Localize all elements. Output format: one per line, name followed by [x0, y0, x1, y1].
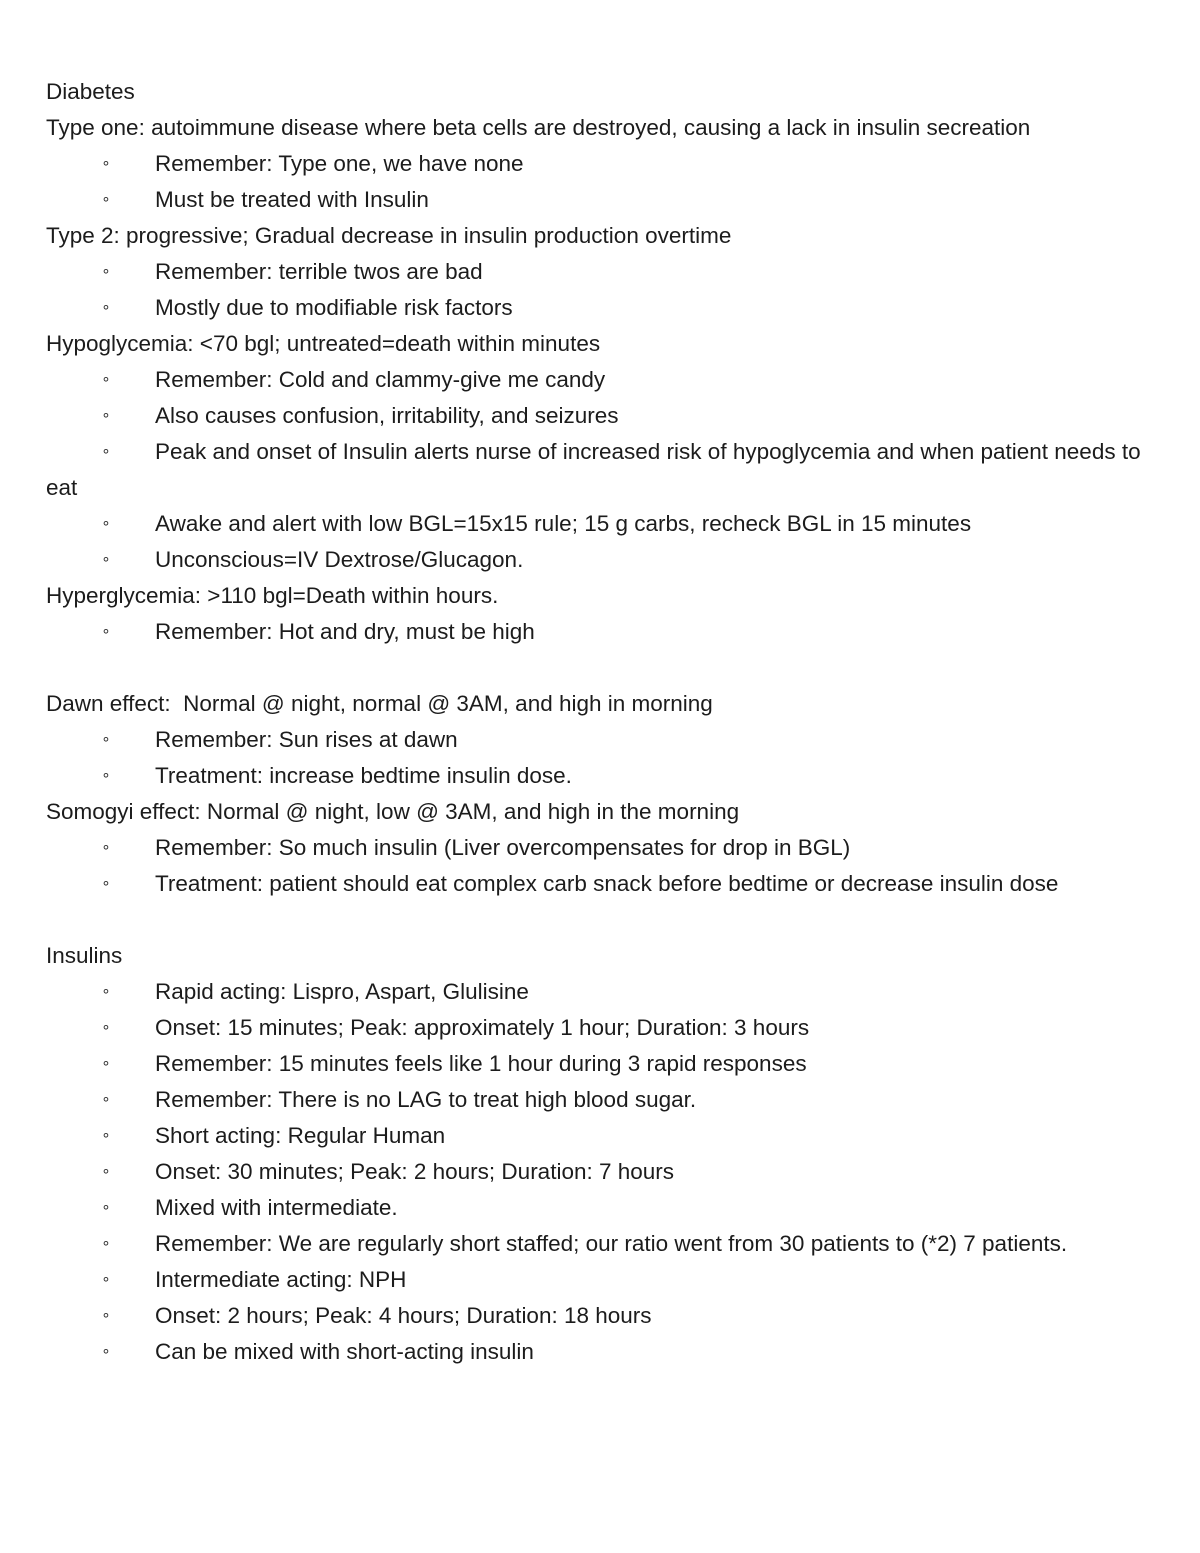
bullet-icon: ∘: [101, 1307, 111, 1324]
bullet-item: [46, 1334, 1166, 1370]
bullet-item: [46, 182, 1166, 218]
text-line: Type 2: progressive; Gradual decrease in insulin production overtime: [46, 223, 732, 248]
text-line: Type one: autoimmune disease where beta cells are destroyed, causing a lack in insulin secreation: [46, 115, 1031, 140]
bullet-item: [46, 398, 1166, 434]
bullet-item: [46, 830, 1166, 866]
blank-line: [46, 902, 1166, 938]
section-heading: Insulins: [46, 943, 123, 968]
bullet-icon: ∘: [101, 1019, 111, 1036]
bullet-icon: ∘: [101, 1055, 111, 1072]
bullet-icon: ∘: [101, 623, 111, 640]
bullet-item: [46, 974, 1166, 1010]
bullet-item: [46, 866, 1166, 902]
bullet-text: Can be mixed with short-acting insulin: [155, 1339, 534, 1364]
bullet-item: [46, 1298, 1166, 1334]
bullet-text: Onset: 2 hours; Peak: 4 hours; Duration: 18 hours: [155, 1303, 652, 1328]
text-line: Hyperglycemia: >110 bgl=Death within hours.: [46, 583, 499, 608]
bullet-text: Remember: 15 minutes feels like 1 hour during 3 rapid responses: [155, 1051, 807, 1076]
bullet-text: Peak and onset of Insulin alerts nurse of increased risk of hypoglycemia and when patient needs to eat: [46, 439, 1147, 500]
text-line: Somogyi effect: Normal @ night, low @ 3AM, and high in the morning: [46, 799, 740, 824]
bullet-icon: ∘: [101, 515, 111, 532]
bullet-text: Mostly due to modifiable risk factors: [155, 295, 513, 320]
bullet-text: Also causes confusion, irritability, and seizures: [155, 403, 619, 428]
bullet-item: [46, 362, 1166, 398]
bullet-text: Remember: terrible twos are bad: [155, 259, 483, 284]
bullet-text: Rapid acting: Lispro, Aspart, Glulisine: [155, 979, 529, 1004]
bullet-icon: ∘: [101, 1163, 111, 1180]
bullet-text: Remember: Sun rises at dawn: [155, 727, 458, 752]
bullet-text: Remember: Cold and clammy-give me candy: [155, 367, 606, 392]
bullet-item: [46, 1010, 1166, 1046]
bullet-text: Treatment: increase bedtime insulin dose.: [155, 763, 572, 788]
bullet-item: [46, 506, 1166, 542]
bullet-text: Remember: We are regularly short staffed; our ratio went from 30 patients to (*2) 7 patients.: [155, 1231, 1068, 1256]
bullet-item: [46, 1082, 1166, 1118]
bullet-item: [46, 722, 1166, 758]
blank-line: [46, 650, 1166, 686]
bullet-icon: ∘: [101, 443, 111, 460]
bullet-icon: ∘: [101, 263, 111, 280]
bullet-item: [46, 614, 1166, 650]
bullet-icon: ∘: [101, 407, 111, 424]
bullet-text: Remember: Hot and dry, must be high: [155, 619, 535, 644]
bullet-text: Remember: Type one, we have none: [155, 151, 524, 176]
bullet-icon: ∘: [101, 1343, 111, 1360]
bullet-icon: ∘: [101, 839, 111, 856]
bullet-item: [46, 290, 1166, 326]
bullet-text: Short acting: Regular Human: [155, 1123, 446, 1148]
bullet-icon: ∘: [101, 1199, 111, 1216]
bullet-text: Mixed with intermediate.: [155, 1195, 398, 1220]
bullet-item: [46, 434, 1166, 506]
bullet-item: [46, 1046, 1166, 1082]
bullet-text: Remember: There is no LAG to treat high blood sugar.: [155, 1087, 697, 1112]
bullet-item: [46, 1154, 1166, 1190]
bullet-icon: ∘: [101, 1271, 111, 1288]
bullet-text: Intermediate acting: NPH: [155, 1267, 407, 1292]
bullet-icon: ∘: [101, 551, 111, 568]
bullet-text: Remember: So much insulin (Liver overcompensates for drop in BGL): [155, 835, 851, 860]
bullet-item: [46, 1190, 1166, 1226]
bullet-text: Treatment: patient should eat complex carb snack before bedtime or decrease insulin dose: [155, 871, 1059, 896]
bullet-item: [46, 758, 1166, 794]
bullet-text: Awake and alert with low BGL=15x15 rule; 15 g carbs, recheck BGL in 15 minutes: [155, 511, 972, 536]
bullet-icon: ∘: [101, 983, 111, 1000]
bullet-icon: ∘: [101, 875, 111, 892]
bullet-icon: ∘: [101, 191, 111, 208]
bullet-icon: ∘: [101, 731, 111, 748]
bullet-item: [46, 254, 1166, 290]
bullet-item: [46, 542, 1166, 578]
bullet-icon: ∘: [101, 299, 111, 316]
bullet-item: [46, 1262, 1166, 1298]
bullet-icon: ∘: [101, 767, 111, 784]
bullet-text: Onset: 15 minutes; Peak: approximately 1 hour; Duration: 3 hours: [155, 1015, 810, 1040]
text-line: Dawn effect: Normal @ night, normal @ 3AM, and high in morning: [46, 691, 713, 716]
bullet-text: Must be treated with Insulin: [155, 187, 429, 212]
bullet-text: Unconscious=IV Dextrose/Glucagon.: [155, 547, 524, 572]
bullet-icon: ∘: [101, 1091, 111, 1108]
bullet-icon: ∘: [101, 155, 111, 172]
bullet-item: [46, 146, 1166, 182]
document-body: [46, 74, 1166, 1370]
bullet-icon: ∘: [101, 1235, 111, 1252]
text-line: Hypoglycemia: <70 bgl; untreated=death within minutes: [46, 331, 601, 356]
bullet-text: Onset: 30 minutes; Peak: 2 hours; Duration: 7 hours: [155, 1159, 675, 1184]
bullet-icon: ∘: [101, 371, 111, 388]
section-heading: Diabetes: [46, 79, 135, 104]
bullet-item: [46, 1118, 1166, 1154]
bullet-icon: ∘: [101, 1127, 111, 1144]
bullet-item: [46, 1226, 1166, 1262]
